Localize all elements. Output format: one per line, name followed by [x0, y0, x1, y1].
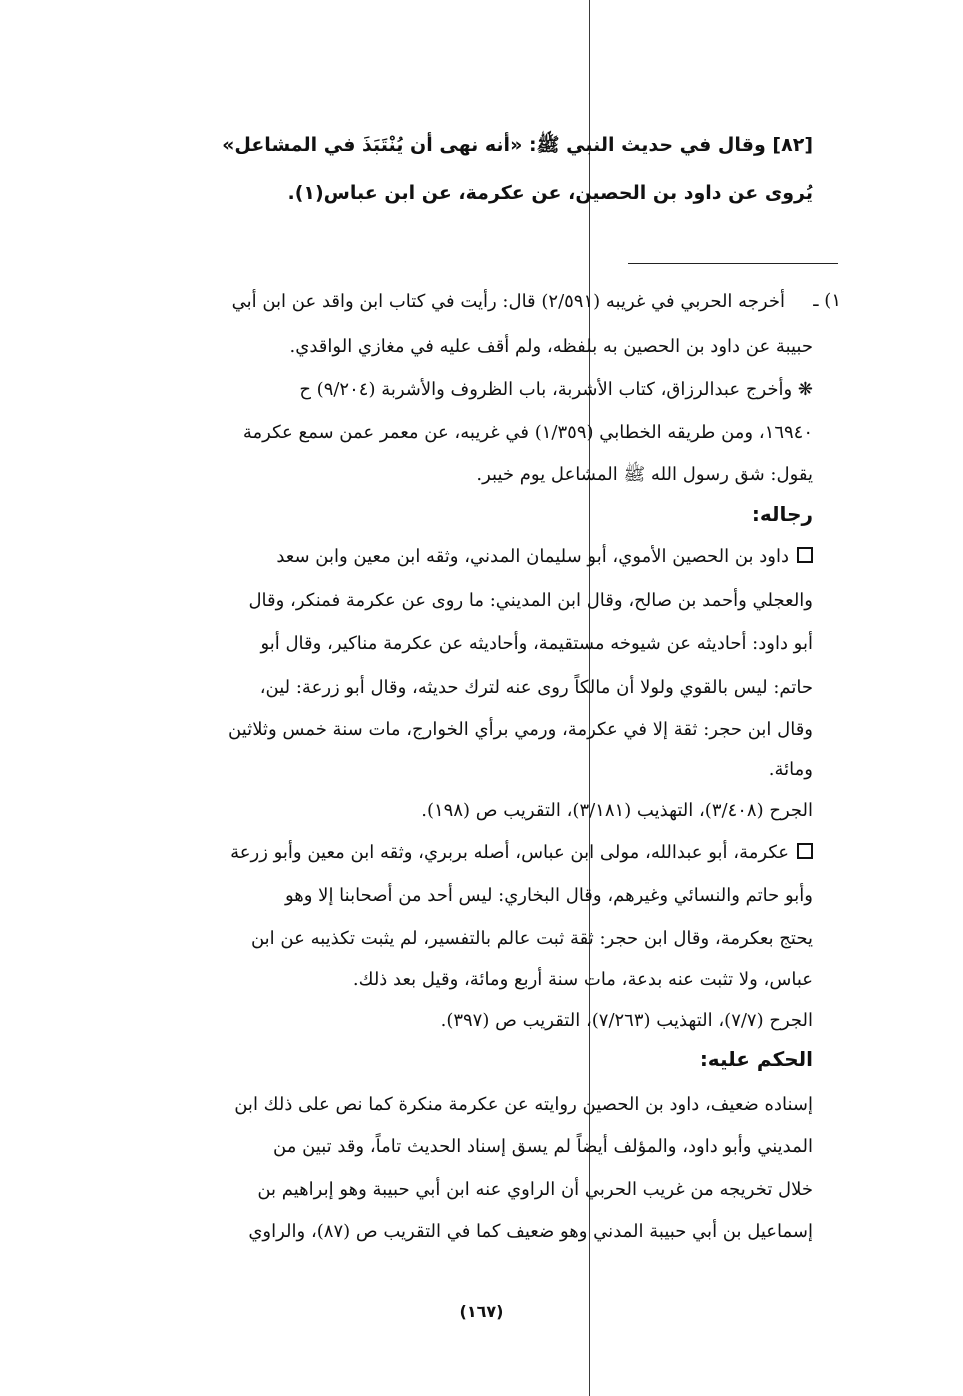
- checkbox-square-icon: [797, 547, 813, 563]
- ruling-line: إسماعيل بن أبي حبيبة المدني وهو ضعيف كما في التقريب ص (٨٧)، والراوي: [248, 1221, 813, 1242]
- footnote-line: يقول: شق رسول الله ﷺ المشاعل يوم خيبر.: [476, 464, 813, 485]
- footnote-line: حبيبة عن داود بن الحصين به بلفظه، ولم أقف عليه في مغازي الواقدي.: [289, 336, 813, 357]
- narrator-refs: الجرح (٧/٧)، التهذيب (٧/٢٦٣)، التقريب ص (٣٩٧).: [440, 1010, 813, 1031]
- checkbox-square-icon: [797, 843, 813, 859]
- narrator-line: والعجلي وأحمد بن صالح، وقال ابن المديني: ما روى عن عكرمة فمنكر، وقال: [248, 590, 813, 611]
- ruling-line: إسناده ضعيف، داود بن الحصين روايته عن عكرمة منكرة كما نص على ذلك ابن: [234, 1094, 813, 1115]
- narrator-line: ومائة.: [768, 759, 813, 780]
- footnote-marker: ١) ـ: [813, 290, 841, 311]
- footnote-separator: [628, 263, 838, 264]
- narrator-line: وأبو حاتم والنسائي وغيرهم، وقال البخاري: ليس أحد من أصحابنا إلا وهو: [284, 885, 813, 906]
- narrator-line: عكرمة، أبو عبدالله، مولى ابن عباس، أصله بربري، وثقه ابن معين وأبو زرعة: [230, 841, 813, 865]
- narrator-line: عباس، ولا تثبت عنه بدعة، مات سنة أربع ومائة، وقيل بعد ذلك.: [352, 969, 813, 990]
- page-number: (١٦٧): [459, 1302, 504, 1321]
- footnote-line: ١٦٩٤٠، ومن طريقه الخطابي (١/٣٥٩) في غريبه، عن معمر عمن سمع عكرمة: [242, 422, 813, 443]
- ruling-line: خلال تخريجه من غريب الحربي أن الراوي عنه ابن أبي حبيبة وهو إبراهيم بن: [257, 1179, 813, 1200]
- ruling-heading: الحكم عليه:: [699, 1047, 813, 1071]
- narrator-line: يحتج بعكرمة، وقال ابن حجر: ثقة ثبت عالم بالتفسير، لم يثبت تكذيبه عن ابن: [250, 928, 813, 949]
- entry-chain: يُروى عن داود بن الحصين، عن عكرمة، عن ابن عباس(١).: [287, 182, 813, 204]
- narrator-refs: الجرح (٣/٤٠٨)، التهذيب (٣/١٨١)، التقريب ص (١٩٨).: [421, 800, 813, 821]
- entry-title: [٨٢] وقال في حديث النبي ﷺ: «أنه نهى أن يُنْتَبَذَ في المشاعل»: [222, 134, 813, 156]
- narrator-line: داود بن الحصين الأموي، أبو سليمان المدني، وثقه ابن معين وابن سعد: [276, 545, 813, 569]
- narrator-line: حاتم: ليس بالقوي ولولا أن مالكاً روى عنه لترك حديثه، وقال أبو زرعة: لين،: [259, 677, 813, 698]
- narrator-line: أبو داود: أحاديثه عن شيوخه مستقيمة، وأحاديثه عن عكرمة مناكير، وقال أبو: [260, 633, 813, 654]
- footnote-line: ❋ وأخرج عبدالرزاق، كتاب الأشربة، باب الظروف والأشربة (٩/٢٠٤) ح: [299, 379, 813, 400]
- narrator-line: وقال ابن حجر: ثقة إلا في عكرمة، ورمي برأي الخوارج، مات سنة خمس وثلاثين: [228, 719, 813, 740]
- narrators-heading: رجاله:: [751, 502, 813, 526]
- ruling-line: المديني وأبو داود، والمؤلف أيضاً لم يسق إسناد الحديث تاماً، وقد تبين من: [273, 1136, 813, 1157]
- footnote-line: أخرجه الحربي في غريبه (٢/٥٩١) قال: رأيت في كتاب ابن واقد عن ابن أبي: [231, 291, 785, 312]
